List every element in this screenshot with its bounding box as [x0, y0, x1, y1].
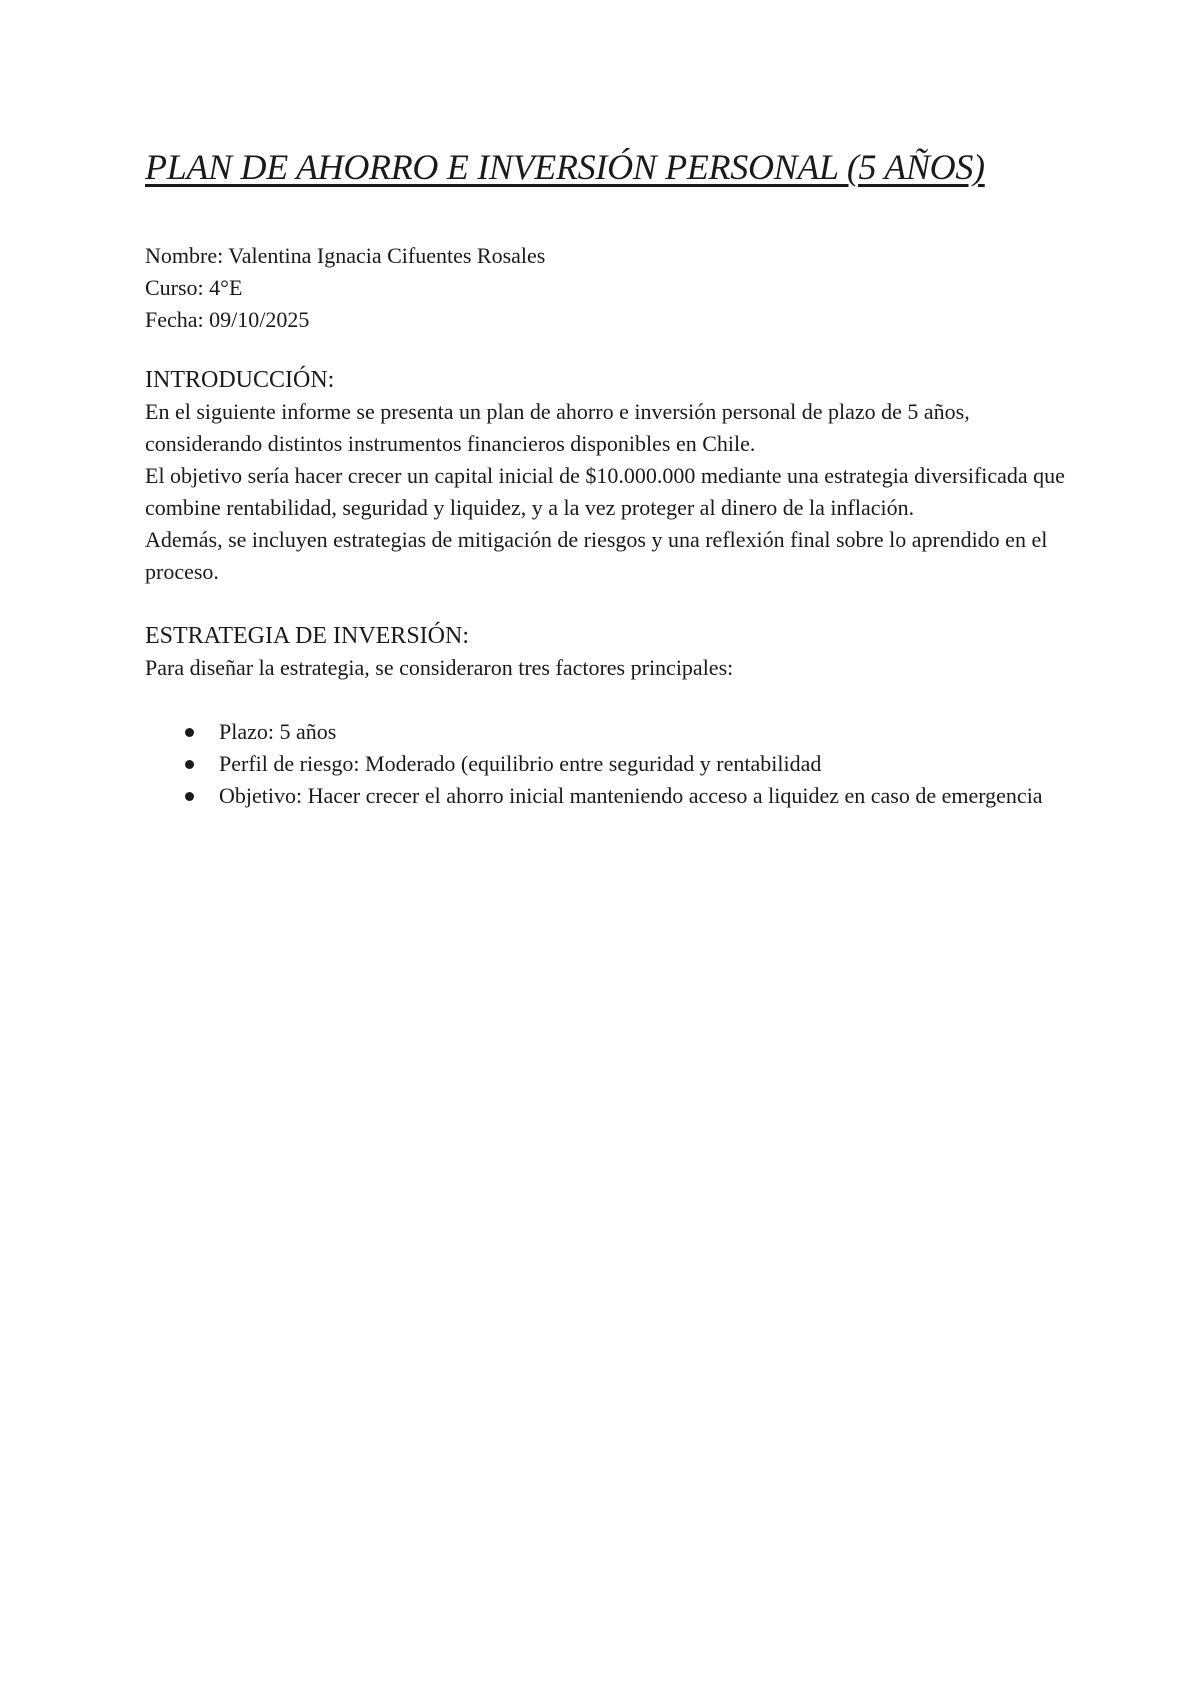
introduction-paragraph-2: El objetivo sería hacer crecer un capital inicial de $10.000.000 mediante una estrategia diversificada que combine rentabilidad, seguridad y liquidez, y a la vez proteger al dinero de la inflación.: [145, 463, 1065, 520]
document-title: PLAN DE AHORRO E INVERSIÓN PERSONAL (5 AÑOS): [145, 147, 985, 187]
list-item: [145, 780, 1065, 812]
list-item: [145, 748, 1065, 780]
introduction-paragraph-3: Además, se incluyen estrategias de mitigación de riesgos y una reflexión final sobre lo aprendido en el proceso.: [145, 527, 1048, 584]
bullet-icon: [185, 792, 194, 801]
student-info: [145, 240, 1065, 336]
factor-perfil-riesgo: Perfil de riesgo: Moderado (equilibrio entre seguridad y rentabilidad: [219, 751, 822, 776]
factor-objetivo: Objetivo: Hacer crecer el ahorro inicial manteniendo acceso a liquidez en caso de emergencia: [219, 783, 1043, 808]
introduction-paragraph-1: En el siguiente informe se presenta un plan de ahorro e inversión personal de plazo de 5 años, considerando distintos instrumentos financieros disponibles en Chile.: [145, 399, 970, 456]
document-page: [145, 140, 1065, 812]
bullet-icon: [185, 728, 194, 737]
document-date: Fecha: 09/10/2025: [145, 307, 310, 332]
list-item: [145, 716, 1065, 748]
student-name: Nombre: Valentina Ignacia Cifuentes Rosales: [145, 243, 546, 268]
strategy-heading: ESTRATEGIA DE INVERSIÓN:: [145, 623, 469, 649]
strategy-factors-list: [145, 716, 1065, 812]
bullet-icon: [185, 760, 194, 769]
factor-plazo: Plazo: 5 años: [219, 719, 337, 744]
student-course: Curso: 4°E: [145, 275, 243, 300]
strategy-intro: Para diseñar la estrategia, se consideraron tres factores principales:: [145, 655, 734, 680]
introduction-heading: INTRODUCCIÓN:: [145, 367, 335, 393]
